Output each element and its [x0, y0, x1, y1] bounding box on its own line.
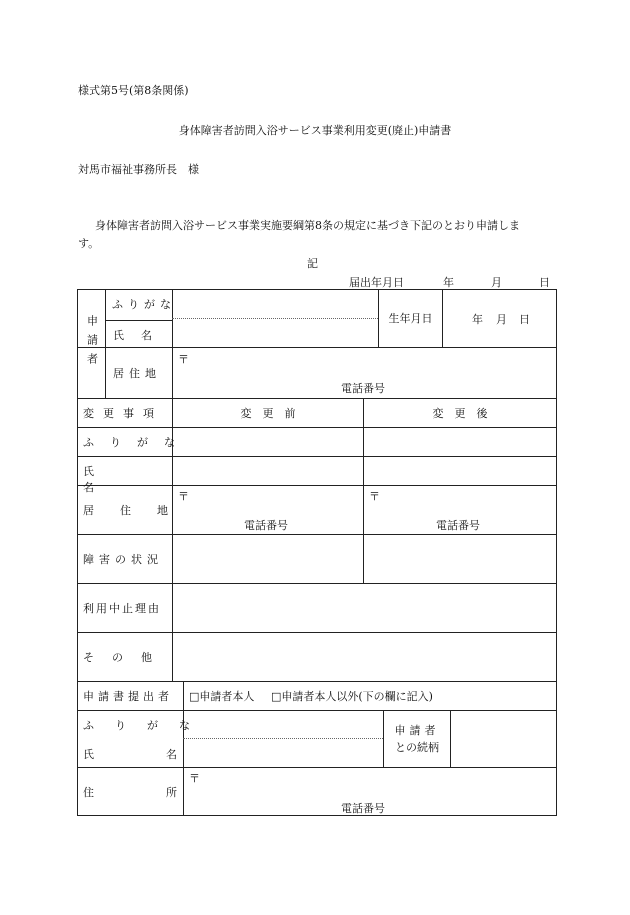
disability-status-label: 障害の状況: [83, 553, 163, 566]
applicant-furigana-label: ふりがな: [112, 298, 176, 311]
submission-date-label: 届出年月日: [349, 276, 404, 289]
change-after-header: 変 更 後: [432, 406, 488, 420]
submitter-phone-label: 電話番号: [341, 802, 385, 815]
applicant-postal-mark: 〒: [178, 353, 189, 366]
applicant-group-label: [78, 289, 105, 398]
applicant-group-text: 申請者: [85, 315, 99, 372]
ki-label: 記: [307, 257, 318, 270]
change-furigana-label: ふりがな: [83, 436, 191, 449]
submitter-address-text: 住所: [83, 786, 249, 799]
after-phone-label: 電話番号: [436, 519, 480, 532]
applicant-phone-label: 電話番号: [341, 382, 385, 395]
submitter-label: 申請書提出者: [83, 690, 173, 703]
birth-month: 月: [496, 313, 507, 326]
birth-day: 日: [519, 313, 530, 326]
applicant-residence-label: 居住地: [113, 367, 161, 380]
submitter-name-label: [83, 746, 249, 762]
date-month: 月: [491, 276, 502, 289]
birth-year: 年: [472, 313, 483, 326]
submitter-postal-mark: 〒: [189, 772, 200, 785]
submitter-furigana-label: ふりがな: [83, 719, 211, 732]
date-day: 日: [539, 276, 550, 289]
addressee: 対馬市福祉事務所長 様: [78, 163, 199, 176]
other-label: その他: [83, 651, 170, 664]
option-other-checkbox[interactable]: □申請者本人以外(下の欄に記入): [271, 690, 433, 703]
form-title: 身体障害者訪問入浴サービス事業利用変更(廃止)申請書: [178, 124, 452, 137]
form-number: 様式第5号(第8条関係): [78, 84, 189, 97]
date-year: 年: [443, 276, 454, 289]
relation-label: [384, 710, 450, 767]
submitter-name-text: 氏名: [83, 748, 249, 761]
option-self-checkbox[interactable]: □申請者本人: [189, 690, 255, 703]
change-residence-label: 居住地: [83, 504, 194, 517]
submitter-address-label: [83, 784, 249, 800]
birthdate-label: 生年月日: [388, 312, 433, 325]
before-postal-mark: 〒: [178, 490, 189, 503]
before-phone-label: 電話番号: [244, 519, 288, 532]
change-before-header: 変 更 前: [240, 406, 296, 420]
after-postal-mark: 〒: [369, 490, 380, 503]
change-name-text: 氏名: [83, 465, 156, 494]
body-text-line2: す。: [78, 237, 100, 250]
change-item-header: 変更事項: [83, 407, 163, 420]
change-name-label: [83, 463, 166, 495]
applicant-name-label: 氏 名: [113, 329, 155, 342]
body-text-line1: 身体障害者訪問入浴サービス事業実施要綱第8条の規定に基づき下記のとおり申請しま: [95, 219, 520, 232]
stop-reason-label: 利用中止理由: [83, 602, 161, 615]
relation-line2: との続柄: [395, 740, 439, 754]
relation-line1: 申請者: [394, 723, 440, 737]
